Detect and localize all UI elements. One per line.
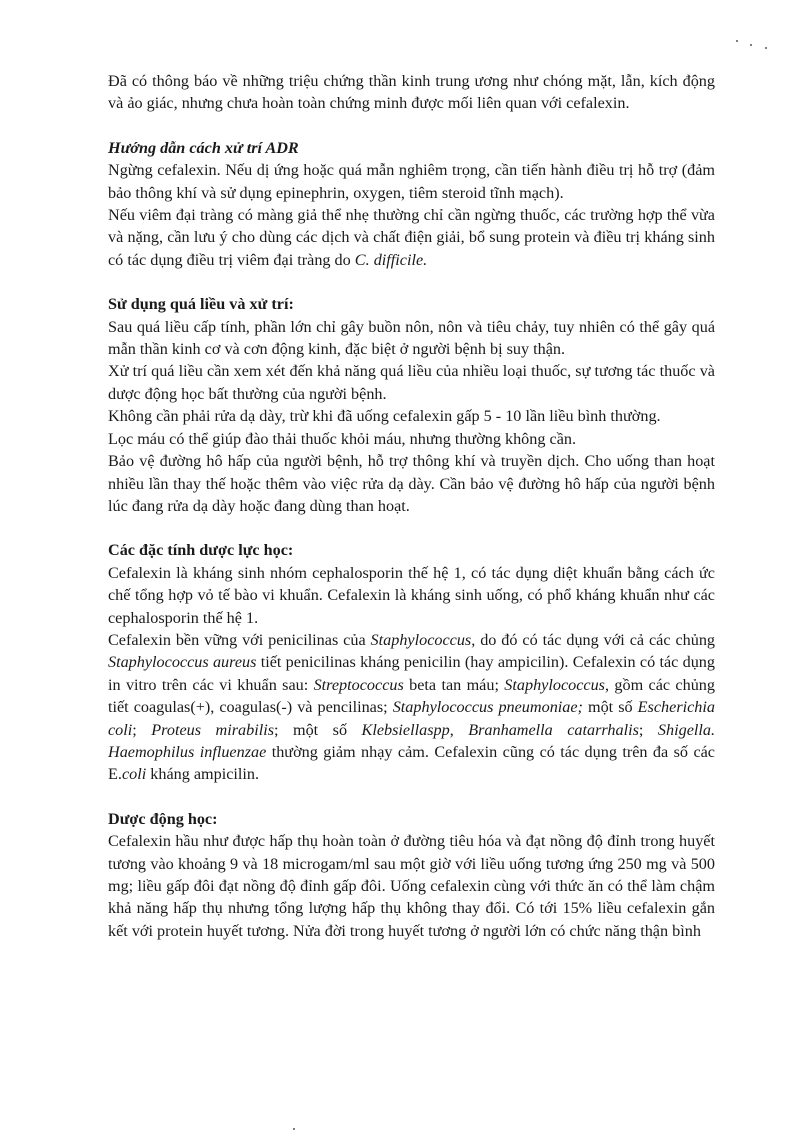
overdose-paragraph-2: Xử trí quá liều cần xem xét đến khả năng quá liều của nhiều loại thuốc, sự tương tác thuốc và dược động học bất thường của người bệnh. [108, 362, 715, 403]
scan-speck [736, 40, 738, 42]
overdose-paragraph-3: Không cần phải rửa dạ dày, trừ khi đã uống cefalexin gấp 5 - 10 lần liều bình thường. [108, 407, 661, 426]
pd-text: , [449, 720, 469, 739]
adr-paragraph-2-text: Nếu viêm đại tràng có màng giả thể nhẹ thường chỉ cần ngừng thuốc, các trường hợp thể vừa và nặng, cần lưu ý cho dùng các dịch và chất điện giải, bổ sung protein và điều trị kháng sinh có tác dụng điều trị viêm đại tràng do [108, 206, 715, 269]
scan-speck [765, 47, 767, 49]
pharmacodynamics-paragraph-2 [108, 629, 715, 786]
pd-organism: Staphylococcus aureus [108, 653, 257, 672]
overdose-paragraph-1: Sau quá liều cấp tính, phần lớn chỉ gây buồn nôn, nôn và tiêu chảy, tuy nhiên có thể gây quá mẫn thần kinh cơ và cơn động kinh, đặc biệt ở người bệnh bị suy thận. [108, 317, 715, 359]
overdose-heading: Sử dụng quá liều và xử trí: [108, 295, 294, 314]
pharmacodynamics-paragraph-1: Cefalexin là kháng sinh nhóm cephalosporin thế hệ 1, có tác dụng diệt khuẩn bằng cách ức chế tổng hợp vỏ tế bào vi khuẩn. Cefalexin là kháng sinh uống, có phổ kháng khuẩn như các cephalosporin thế hệ 1. [108, 563, 715, 627]
pd-organism: Shigella. Haemophilus influenzae [108, 720, 716, 761]
pd-organism: Staphylococcus [504, 675, 605, 694]
intro-paragraph: Đã có thông báo về những triệu chứng thần kinh trung ương như chóng mặt, lẫn, kích động và ảo giác, nhưng chưa hoàn toàn chứng minh được mối liên quan với cefalexin. [108, 72, 715, 113]
pd-text: ; [132, 720, 152, 739]
pd-text: tiết penicilinas kháng penicilin (hay ampicilin). Cefalexin có tác dụng in vitro trên các vi khuẩn sau: [108, 653, 715, 694]
pd-text: , gồm các chủng tiết coagulas(+), coagulas(-) và pencilinas; [108, 675, 715, 717]
adr-paragraph-2 [108, 204, 715, 271]
pd-text: ; một số [274, 720, 362, 739]
document-page [108, 70, 715, 942]
pd-text: ; [638, 720, 658, 739]
pd-organism: Proteus mirabilis [151, 720, 274, 739]
pd-text: một số [582, 698, 638, 717]
pharmacokinetics-paragraph-1: Cefalexin hầu như được hấp thụ hoàn toàn ở đường tiêu hóa và đạt nồng độ đỉnh trong huyết tương vào khoảng 9 và 18 microgam/ml sau một giờ với liều uống tương ứng 250 mg và 500 mg; liều gấp đôi đạt nồng độ đỉnh gấp đôi. Uống cefalexin cùng với thức ăn có thể làm chậm khả năng hấp thụ nhưng tổng lượng hấp thụ không thay đổi. Có tới 15% liều cefalexin gắn kết với protein huyết tương. Nửa đời trong huyết tương ở người lớn có chức năng thận bình [108, 832, 715, 940]
scan-speck [750, 44, 752, 46]
adr-paragraph-2-organism: C. difficile. [354, 250, 428, 269]
pd-text: beta tan máu; [403, 675, 505, 694]
pd-text: thường giảm nhạy cảm. Cefalexin cũng có tác dụng trên đa số các E. [108, 742, 715, 784]
pd-organism: Staphylococcus [370, 630, 472, 649]
pd-organism: Streptococcus [313, 675, 404, 694]
pd-organism: Escherichia coli [108, 698, 715, 739]
overdose-paragraph-5: Bảo vệ đường hô hấp của người bệnh, hỗ trợ thông khí và truyền dịch. Cho uống than hoạt nhiều lần thay thế hoặc thêm vào việc rửa dạ dày. Cần bảo vệ đường hô hấp của người bệnh lúc đang rửa dạ dày hoặc đang dùng than hoạt. [108, 452, 715, 515]
pd-text: , do đó có tác dụng với cả các chủng [471, 630, 716, 649]
pd-organism: coli [121, 765, 147, 784]
adr-paragraph-1: Ngừng cefalexin. Nếu dị ứng hoặc quá mẫn nghiêm trọng, cần tiến hành điều trị hỗ trợ (đảm bảo thông khí và sử dụng epinephrin, oxygen, tiêm steroid tĩnh mạch). [108, 161, 715, 202]
adr-heading: Hướng dẫn cách xử trí ADR [108, 138, 299, 157]
pharmacodynamics-heading: Các đặc tính dược lực học: [108, 541, 294, 560]
pd-text: kháng ampicilin. [146, 765, 260, 784]
pd-text: Cefalexin bền vững với penicilinas của [108, 630, 371, 649]
overdose-paragraph-4: Lọc máu có thể giúp đào thải thuốc khỏi máu, nhưng thường không cần. [108, 429, 577, 448]
pd-organism: Branhamella catarrhalis [468, 720, 639, 739]
pd-organism: Klebsiellaspp [361, 720, 450, 739]
pharmacokinetics-heading: Dược động học: [108, 809, 218, 828]
pd-organism: Staphylococcus pneumoniae; [392, 698, 583, 717]
scan-speck [293, 1128, 295, 1130]
